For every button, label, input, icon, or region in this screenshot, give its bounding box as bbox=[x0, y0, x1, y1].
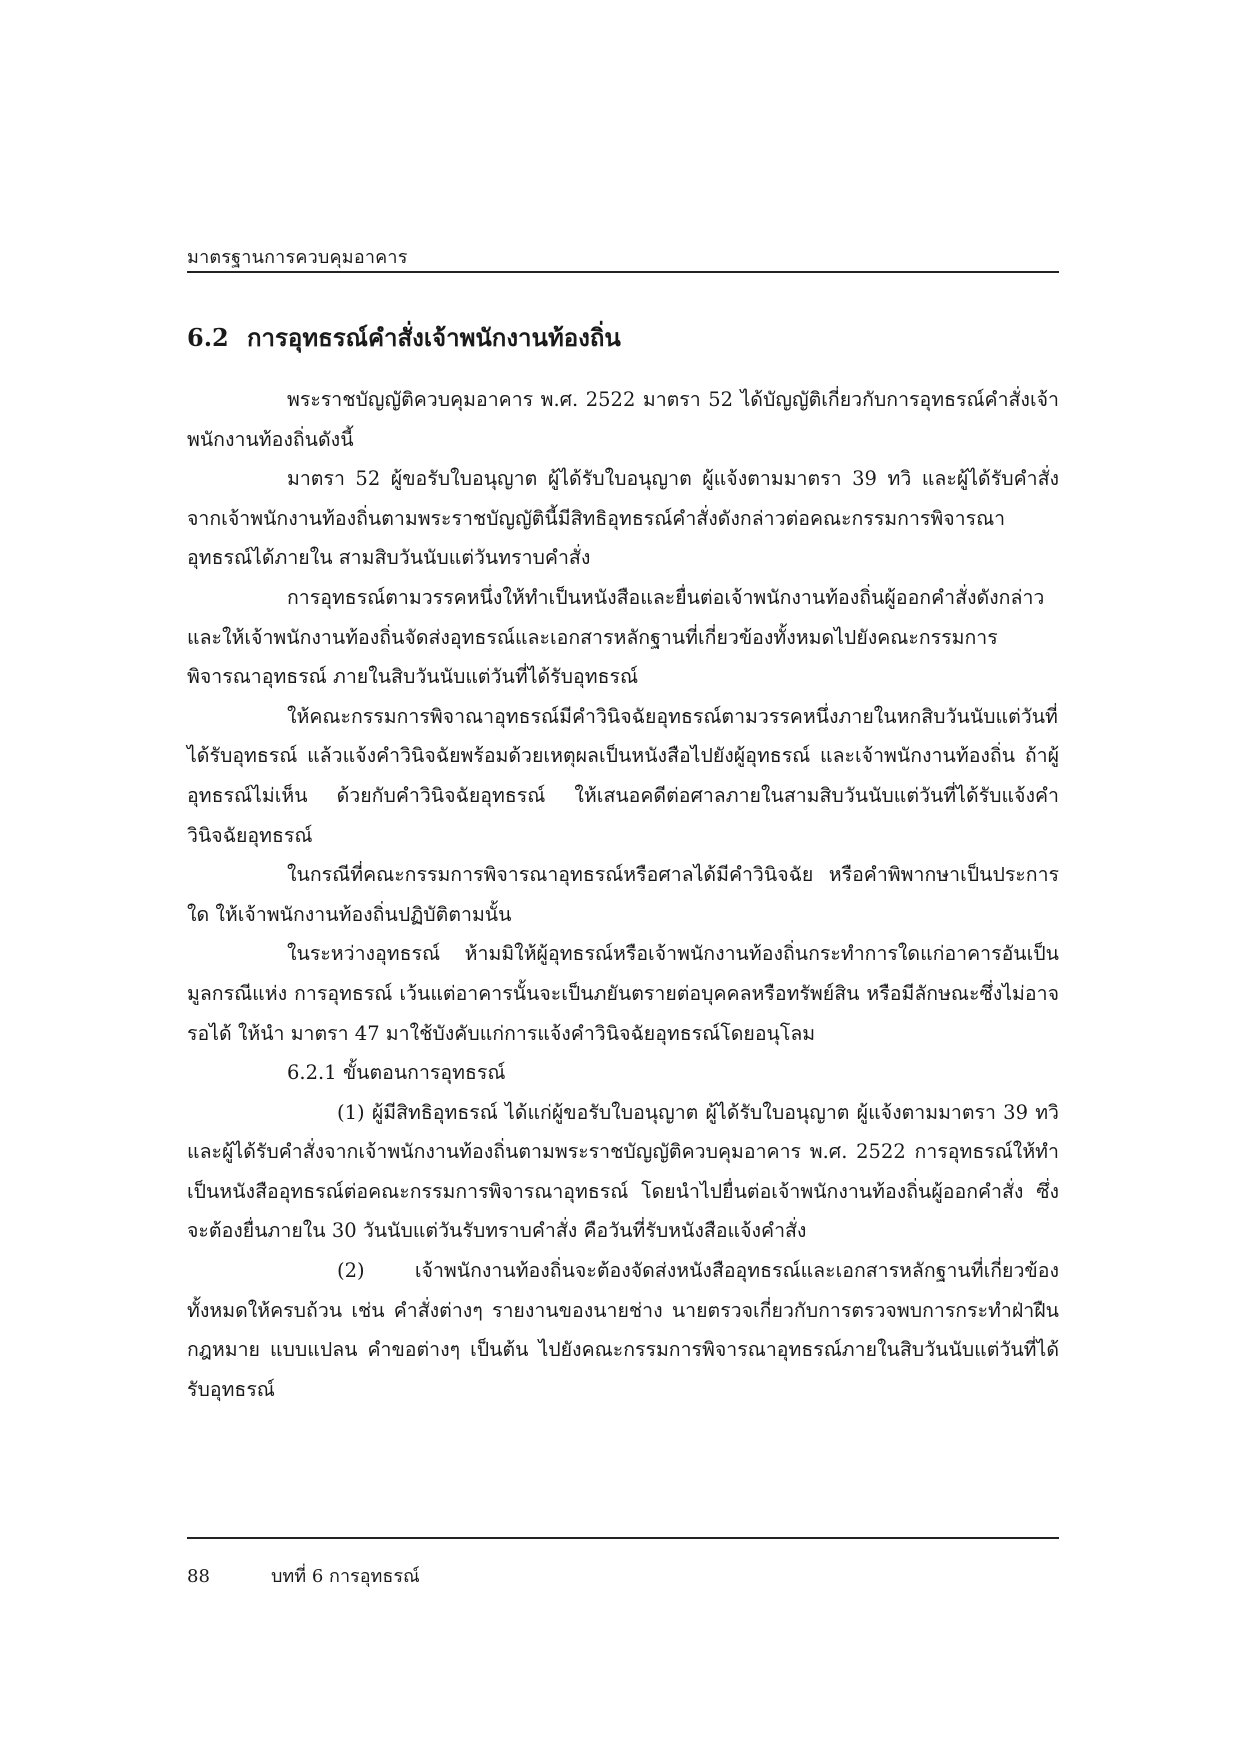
subsection-heading: 6.2.1 ขั้นตอนการอุทธรณ์ bbox=[287, 1061, 506, 1085]
page-footer bbox=[187, 1561, 420, 1590]
section-number: 6.2 bbox=[187, 323, 229, 352]
paragraph: มาตรา 52 ผู้ขอรับใบอนุญาต ผู้ได้รับใบอนุญาต ผู้แจ้งตามมาตรา 39 ทวิ และผู้ได้รับคำสั่งจากเจ้าพนักงานท้องถิ่นตามพระราชบัญญัตินี้มีสิทธิอุทธรณ์คำสั่งดังกล่าวต่อคณะกรรมการพิจารณาอุทธรณ์ได้ภายใน สามสิบวันนับแต่วันทราบคำสั่ง bbox=[187, 467, 1059, 570]
paragraph: การอุทธรณ์ตามวรรคหนึ่งให้ทำเป็นหนังสือและยื่นต่อเจ้าพนักงานท้องถิ่นผู้ออกคำสั่งดังกล่าว และให้เจ้าพนักงานท้องถิ่นจัดส่งอุทธรณ์และเอกสารหลักฐานที่เกี่ยวข้องทั้งหมดไปยังคณะกรรมการพิจารณาอุทธรณ์ ภายในสิบวันนับแต่วันที่ได้รับอุทธรณ์ bbox=[187, 585, 1045, 689]
paragraph: พระราชบัญญัติควบคุมอาคาร พ.ศ. 2522 มาตรา 52 ได้บัญญัติเกี่ยวกับการอุทธรณ์คำสั่งเจ้าพนักงานท้องถิ่นดังนี้ bbox=[187, 388, 1059, 451]
body-text bbox=[187, 380, 1059, 1409]
list-item: (2) เจ้าพนักงานท้องถิ่นจะต้องจัดส่งหนังสืออุทธรณ์และเอกสารหลักฐานที่เกี่ยวข้องทั้งหมดให้ครบถ้วน เช่น คำสั่งต่างๆ รายงานของนายช่าง นายตรวจเกี่ยวกับการตรวจพบการกระทำฝ่าฝืนกฎหมาย แบบแปลน คำขอต่างๆ เป็นต้น ไปยังคณะกรรมการพิจารณาอุทธรณ์ภายในสิบวันนับแต่วันที่ได้รับอุทธรณ์ bbox=[187, 1259, 1059, 1401]
footer-rule bbox=[187, 1537, 1059, 1539]
list-item: (1) ผู้มีสิทธิอุทธรณ์ ได้แก่ผู้ขอรับใบอนุญาต ผู้ได้รับใบอนุญาต ผู้แจ้งตามมาตรา 39 ทวิ และผู้ได้รับคำสั่งจากเจ้าพนักงานท้องถิ่นตามพระราชบัญญัติควบคุมอาคาร พ.ศ. 2522 การอุทธรณ์ให้ทำเป็นหนังสืออุทธรณ์ต่อคณะกรรมการพิจารณาอุทธรณ์ โดยนำไปยื่นต่อเจ้าพนักงานท้องถิ่นผู้ออกคำสั่ง ซึ่งจะต้องยื่นภายใน 30 วันนับแต่วันรับทราบคำสั่ง คือวันที่รับหนังสือแจ้งคำสั่ง bbox=[187, 1100, 1059, 1243]
header-rule bbox=[187, 271, 1059, 273]
section-heading bbox=[187, 318, 621, 357]
running-header: มาตรฐานการควบคุมอาคาร bbox=[187, 247, 408, 268]
paragraph: ในกรณีที่คณะกรรมการพิจารณาอุทธรณ์หรือศาลได้มีคำวินิจฉัย หรือคำพิพากษาเป็นประการใด ให้เจ้าพนักงานท้องถิ่นปฏิบัติตามนั้น bbox=[187, 863, 1059, 926]
section-title: การอุทธรณ์คำสั่งเจ้าพนักงานท้องถิ่น bbox=[247, 323, 621, 352]
page-number: 88 bbox=[187, 1566, 210, 1587]
paragraph: ในระหว่างอุทธรณ์ ห้ามมิให้ผู้อุทธรณ์หรือเจ้าพนักงานท้องถิ่นกระทำการใดแก่อาคารอันเป็นมูลกรณีแห่ง การอุทธรณ์ เว้นแต่อาคารนั้นจะเป็นภยันตรายต่อบุคคลหรือทรัพย์สิน หรือมีลักษณะซึ่งไม่อาจรอได้ ให้นำ มาตรา 47 มาใช้บังคับแก่การแจ้งคำวินิจฉัยอุทธรณ์โดยอนุโลม bbox=[187, 942, 1059, 1045]
chapter-label: บทที่ 6 การอุทธรณ์ bbox=[271, 1566, 420, 1587]
paragraph: ให้คณะกรรมการพิจาณาอุทธรณ์มีคำวินิจฉัยอุทธรณ์ตามวรรคหนึ่งภายในหกสิบวันนับแต่วันที่ได้รับอุทธรณ์ แล้วแจ้งคำวินิจฉัยพร้อมด้วยเหตุผลเป็นหนังสือไปยังผู้อุทธรณ์ และเจ้าพนักงานท้องถิ่น ถ้าผู้อุทธรณ์ไม่เห็น ด้วยกับคำวินิจฉัยอุทธรณ์ ให้เสนอคดีต่อศาลภายในสามสิบวันนับแต่วันที่ได้รับแจ้งคำวินิจฉัยอุทธรณ์ bbox=[187, 704, 1059, 847]
